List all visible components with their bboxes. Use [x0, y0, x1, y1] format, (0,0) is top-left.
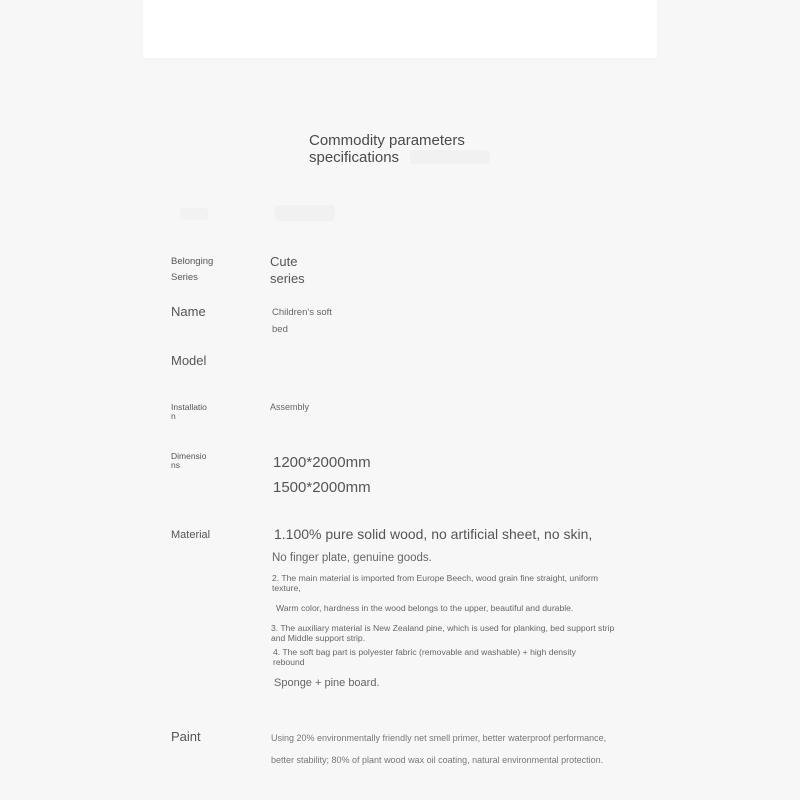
top-image-card [143, 0, 657, 58]
series-value-line-2: series [270, 271, 305, 286]
material-line-2: No finger plate, genuine goods. [272, 552, 432, 564]
installation-label-line-1: Installatio [171, 402, 207, 412]
paint-line-2: better stability; 80% of plant wood wax oil coating, natural environmental protection. [271, 755, 604, 765]
series-value-line-1: Cute [270, 254, 298, 269]
dimensions-value-line-2: 1500*2000mm [273, 479, 371, 496]
heading-line-1: Commodity parameters [309, 132, 465, 149]
series-value [270, 253, 305, 287]
material-line-3: 2. The main material is imported from Europe Beech, wood grain fine straight, uniform texture, [272, 573, 599, 593]
material-line-1: 1.100% pure solid wood, no artificial sheet, no skin, [274, 526, 593, 542]
name-value [272, 304, 332, 338]
faint-smudge [180, 208, 208, 220]
faint-smudge [275, 205, 335, 221]
paint-label: Paint [171, 729, 201, 744]
name-value-line-1: Children's soft [272, 307, 332, 318]
dimensions-label [171, 452, 206, 470]
material-line-4: Warm color, hardness in the wood belongs to the upper, beautiful and durable. [276, 603, 574, 613]
series-label-line-2: Series [171, 272, 198, 283]
material-line-7: Sponge + pine board. [274, 677, 380, 689]
installation-label-line-2: n [171, 411, 176, 421]
name-value-line-2: bed [272, 324, 288, 335]
dimensions-label-line-1: Dimensio [171, 451, 207, 461]
series-label-line-1: Belonging [171, 256, 214, 267]
dimensions-value [273, 450, 371, 500]
heading-line-2: specifications [309, 149, 400, 166]
material-line-5: 3. The auxiliary material is New Zealand pine, which is used for planking, bed support strip and Middle support strip. [271, 623, 615, 643]
faint-smudge [410, 150, 490, 164]
material-line-6: 4. The soft bag part is polyester fabric (removable and washable) + high density rebound [273, 647, 576, 667]
name-label: Name [171, 304, 206, 319]
model-label: Model [171, 353, 207, 368]
installation-label [171, 403, 207, 421]
dimensions-value-line-1: 1200*2000mm [273, 454, 371, 471]
series-label [171, 254, 213, 286]
material-label: Material [171, 529, 211, 541]
installation-value: Assembly [270, 402, 310, 412]
paint-line-1: Using 20% environmentally friendly net smell primer, better waterproof performance, [271, 733, 607, 743]
dimensions-label-line-2: ns [171, 460, 180, 470]
